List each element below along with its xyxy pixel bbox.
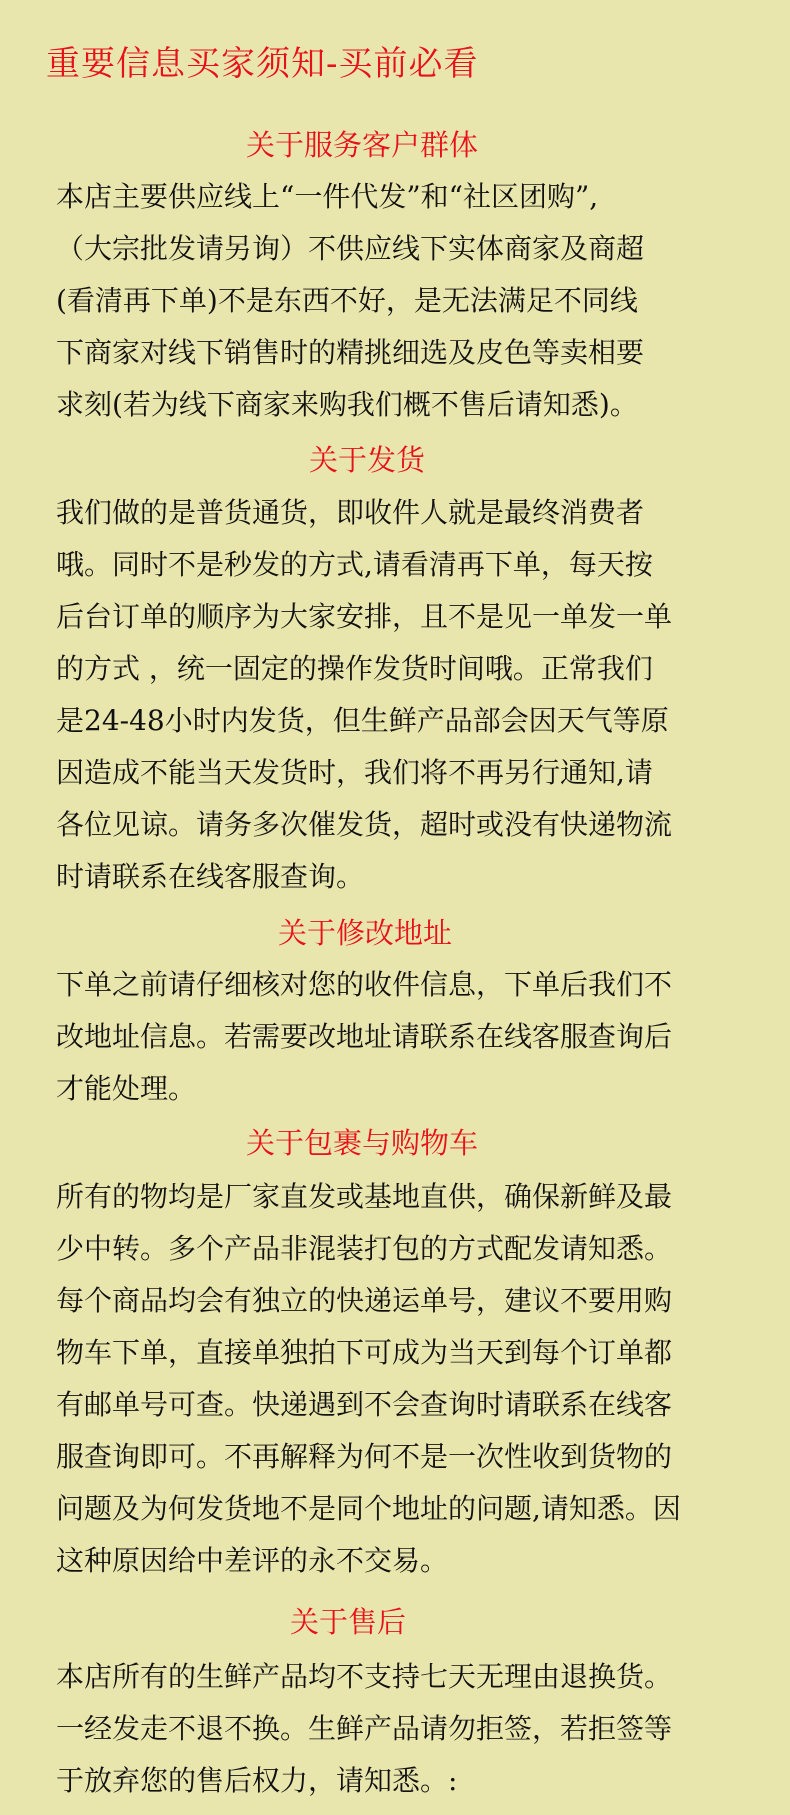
paragraph-line: 哦。同时不是秒发的方式,请看清再下单，每天按 bbox=[56, 548, 653, 581]
section-heading-package-cart: 关于包裹与购物车 bbox=[246, 1126, 479, 1160]
paragraph-line: 问题及为何发货地不是同个地址的问题,请知悉。因 bbox=[56, 1492, 681, 1525]
paragraph-line: 有邮单号可查。快递遇到不会查询时请联系在线客 bbox=[56, 1388, 673, 1421]
paragraph-line: 于放弃您的售后权力，请知悉。: bbox=[56, 1764, 458, 1797]
paragraph-line: 物车下单，直接单独拍下可成为当天到每个订单都 bbox=[56, 1336, 673, 1369]
section-heading-shipping: 关于发货 bbox=[309, 443, 426, 477]
paragraph-line: 所有的物均是厂家直发或基地直供，确保新鲜及最 bbox=[56, 1180, 673, 1213]
paragraph-line: （大宗批发请另询）不供应线下实体商家及商超 bbox=[56, 232, 645, 265]
page-title: 重要信息买家须知-买前必看 bbox=[46, 44, 479, 84]
paragraph-line: 本店所有的生鲜产品均不支持七天无理由退换货。 bbox=[56, 1660, 673, 1693]
paragraph-line: 因造成不能当天发货时，我们将不再另行通知,请 bbox=[56, 756, 653, 789]
paragraph-line: 本店主要供应线上“一件代发”和“社区团购”, bbox=[56, 180, 599, 213]
paragraph-line: 是24-48小时内发货，但生鲜产品部会因天气等原 bbox=[56, 704, 669, 737]
paragraph-line: 各位见谅。请务多次催发货，超时或没有快递物流 bbox=[56, 808, 673, 841]
paragraph-line: 一经发走不退不换。生鲜产品请勿拒签，若拒签等 bbox=[56, 1712, 673, 1745]
paragraph-line: 下单之前请仔细核对您的收件信息，下单后我们不 bbox=[56, 968, 673, 1001]
paragraph-line: 这种原因给中差评的永不交易。 bbox=[56, 1544, 449, 1577]
paragraph-line: 才能处理。 bbox=[56, 1072, 197, 1105]
paragraph-line: 每个商品均会有独立的快递运单号，建议不要用购 bbox=[56, 1284, 673, 1317]
section-heading-after-sales: 关于售后 bbox=[290, 1605, 407, 1639]
paragraph-line: 求刻(若为线下商家来购我们概不售后请知悉)。 bbox=[56, 388, 638, 421]
paragraph-line: 后台订单的顺序为大家安排，且不是见一单发一单 bbox=[56, 600, 673, 633]
section-heading-service-customers: 关于服务客户群体 bbox=[246, 128, 479, 162]
paragraph-line: 的方式 ，统一固定的操作发货时间哦。正常我们 bbox=[56, 652, 653, 685]
paragraph-line: 少中转。多个产品非混装打包的方式配发请知悉。 bbox=[56, 1232, 673, 1265]
paragraph-line: 改地址信息。若需要改地址请联系在线客服查询后 bbox=[56, 1020, 673, 1053]
section-heading-change-address: 关于修改地址 bbox=[278, 916, 453, 950]
paragraph-line: 下商家对线下销售时的精挑细选及皮色等卖相要 bbox=[56, 336, 645, 369]
paragraph-line: (看清再下单)不是东西不好，是无法满足不同线 bbox=[56, 284, 638, 317]
paragraph-line: 服查询即可。不再解释为何不是一次性收到货物的 bbox=[56, 1440, 673, 1473]
paragraph-line: 时请联系在线客服查询。 bbox=[56, 860, 365, 893]
paragraph-line: 我们做的是普货通货，即收件人就是最终消费者 bbox=[56, 496, 645, 529]
